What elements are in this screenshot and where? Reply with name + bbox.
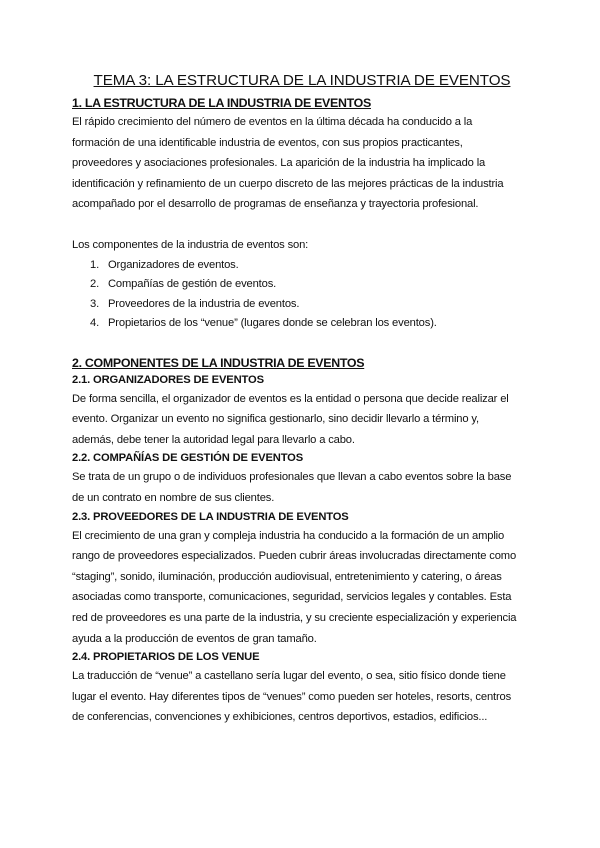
subsection-heading: 2.4. PROPIETARIOS DE LOS VENUE	[72, 651, 260, 664]
list-item-number: 2.	[90, 278, 100, 291]
list-item-number: 3.	[90, 297, 100, 310]
paragraph-line: identificación y refinamiento de un cuerpo discreto de las mejores prácticas de la industria	[72, 177, 504, 190]
subsection-2-1	[72, 372, 532, 451]
subsection-2-3	[72, 509, 532, 650]
paragraph-line: El crecimiento de una gran y compleja industria ha conducido a la formación de un amplio	[72, 529, 505, 542]
document-content	[72, 70, 532, 728]
paragraph-line: acompañado por el desarrollo de programas de enseñanza y trayectoria profesional.	[72, 198, 479, 211]
list-item-text: Propietarios de los “venue” (lugares donde se celebran los eventos).	[108, 317, 437, 330]
paragraph-line: La traducción de “venue” a castellano sería lugar del evento, o sea, sitio físico donde tiene	[72, 670, 506, 683]
paragraph-line: de conferencias, convenciones y exhibiciones, centros deportivos, estadios, edificios...	[72, 711, 488, 724]
paragraph-line: “staging”, sonido, iluminación, producción audiovisual, entretenimiento y catering, o áreas	[72, 570, 502, 583]
subsection-heading: 2.3. PROVEEDORES DE LA INDUSTRIA DE EVENTOS	[72, 510, 349, 523]
paragraph-line: proveedores y asociaciones profesionales. La aparición de la industria ha implicado la	[72, 157, 486, 170]
paragraph-line: De forma sencilla, el organizador de eventos es la entidad o persona que decide realizar el	[72, 392, 509, 405]
paragraph-line: red de proveedores es una parte de la industria, y su creciente especialización y experiencia	[72, 611, 517, 624]
paragraph-line: El rápido crecimiento del número de eventos en la última década ha conducido a la	[72, 116, 473, 128]
section-1-paragraph	[72, 112, 532, 215]
paragraph-line: rango de proveedores especializados. Pueden cubrir áreas involucradas directamente como	[72, 550, 517, 563]
list-item	[90, 275, 532, 295]
list-intro: Los componentes de la industria de eventos son:	[72, 238, 309, 251]
paragraph-line: lugar el evento. Hay diferentes tipos de “venues” como pueden ser hoteles, resorts, centros	[72, 690, 512, 703]
section-2-heading: 2. COMPONENTES DE LA INDUSTRIA DE EVENTOS	[72, 355, 365, 370]
paragraph-line: evento. Organizar un evento no significa gestionarlo, sino decidir llevarlo a término y,	[72, 413, 479, 426]
paragraph-line: Se trata de un grupo o de individuos profesionales que llevan a cabo eventos sobre la base	[72, 471, 512, 484]
list-item-number: 4.	[90, 317, 100, 330]
section-2	[72, 354, 532, 728]
paragraph-line: ayuda a la producción de eventos de gran tamaño.	[72, 632, 317, 645]
subsection-heading: 2.1. ORGANIZADORES DE EVENTOS	[72, 373, 264, 386]
list-item	[90, 256, 532, 276]
list-item-text: Organizadores de eventos.	[108, 258, 239, 271]
list-item-text: Proveedores de la industria de eventos.	[108, 297, 300, 310]
list-item-number: 1.	[90, 258, 100, 271]
list-item	[90, 314, 532, 334]
paragraph-line: además, debe tener la autoridad legal para llevarlo a cabo.	[72, 433, 355, 446]
section-1-heading: 1. LA ESTRUCTURA DE LA INDUSTRIA DE EVENTOS	[72, 96, 371, 110]
paragraph-line: asociadas como transporte, comunicaciones, seguridad, servicios legales y contables. Esta	[72, 591, 512, 604]
paragraph-line: formación de una identificable industria de eventos, con sus propios practicantes,	[72, 136, 463, 149]
subsection-2-2	[72, 450, 532, 508]
subsection-heading: 2.2. COMPAÑÍAS DE GESTIÓN DE EVENTOS	[72, 452, 304, 465]
list-item-text: Compañías de gestión de eventos.	[108, 278, 277, 291]
components-list	[72, 256, 532, 334]
subsection-2-4	[72, 649, 532, 728]
list-item	[90, 295, 532, 315]
section-1	[72, 94, 532, 334]
document-title: TEMA 3: LA ESTRUCTURA DE LA INDUSTRIA DE EVENTOS	[93, 72, 511, 89]
paragraph-line: de un contrato en nombre de sus clientes.	[72, 491, 275, 504]
